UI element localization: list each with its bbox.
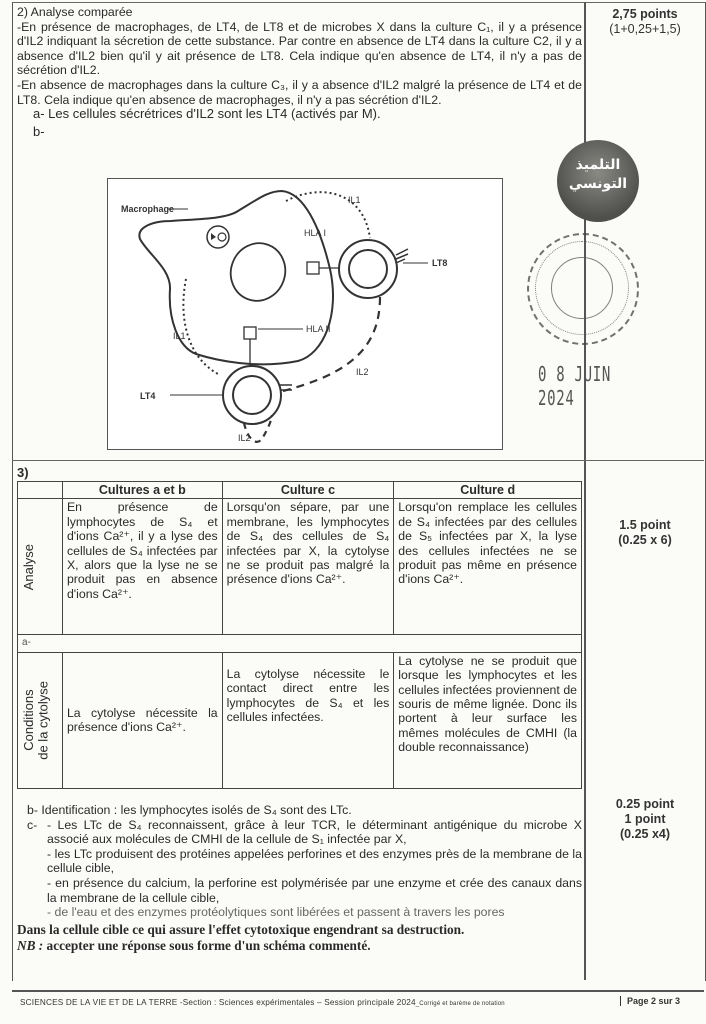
section-3-bc-points (586, 797, 704, 842)
cell-analyse-ab: En présence de lymphocytes de S₄ et d'ions Ca²⁺, il y a lyse des cellules de S₄ infectées par X, alors que la lyse ne se produit pas en absence d'ions Ca²⁺. (62, 499, 222, 635)
logo-text-line1: التلميذ (575, 157, 621, 173)
table-header-row (18, 482, 582, 499)
label-macrophage: Macrophage (121, 204, 175, 214)
section-2-paragraph-2: -En absence de macrophages dans la culture C₃, il y a absence d'IL2 malgré la présence de LT4 et de LT8. Cela indique qu'en absence de macrophages, il n'y a pas sécrétion d'IL2. (17, 77, 582, 107)
section-3-points (586, 518, 704, 548)
footer-text: SCIENCES DE LA VIE ET DE LA TERRE -Section : Sciences expérimentales – Session principale 2024_Corrigé et barème de notation (20, 998, 505, 1007)
closing-sentence: Dans la cellule cible ce qui assure l'effet cytotoxique engendrant sa destruction. (17, 921, 465, 937)
points-c: 1 point (624, 812, 666, 826)
nb-label: NB : (17, 937, 44, 953)
header-culture-d: Culture d (394, 482, 582, 499)
label-hla2: HLA II (306, 324, 331, 334)
section-2-item-b: b- (33, 123, 45, 139)
cell-conditions-d: La cytolyse ne se produit que lorsque les lymphocytes et les cellules infectées proviennent de souris de même lignée. Donc ils portent à leur surface les mêmes molécules de CMHI (la double reconnaissance) (394, 652, 582, 788)
row-label-a: a- (18, 635, 582, 652)
header-culture-c: Culture c (222, 482, 394, 499)
item-c-line-4: - de l'eau et des enzymes protéolytiques sont libérées et passent à travers les pores (47, 905, 505, 920)
item-c-line-2: - les LTc produisent des protéines appelées perforines et des enzymes près de la membrane de la cellule cible, (47, 846, 582, 876)
cell-analyse-c: Lorsqu'on sépare, par une membrane, les lymphocytes de S₄ des cellules de S₄ infectées par X, la cytolyse ne se produit pas malgré la présence d'ions Ca²⁺. (222, 499, 394, 635)
points-detail: (1+0,25+1,5) (609, 22, 681, 36)
cell-conditions-c: La cytolyse nécessite le contact direct entre les lymphocytes de S₄ et les cellules infectées. (222, 652, 394, 788)
points-detail: (0.25 x 6) (618, 533, 672, 547)
points-value: 1.5 point (619, 518, 671, 532)
label-il1-top: IL1 (348, 195, 361, 205)
label-il1-left: IL1 (173, 331, 186, 341)
section-2 (17, 5, 582, 139)
header-cultures-ab: Cultures a et b (62, 482, 222, 499)
section-3-table (17, 481, 582, 789)
section-3-heading: 3) (17, 465, 29, 480)
item-c (27, 818, 582, 920)
cell-analyse-d: Lorsqu'on remplace les cellules de S₄ infectées par des cellules de S₅ infectées par X, la lyse des cellules infectées ne se produit pas même en présence d'ions Ca²⁺. (394, 499, 582, 635)
lt4-cell-inner (233, 376, 271, 414)
item-c-line-1: - Les LTc de S₄ reconnaissent, grâce à leur TCR, le déterminant antigénique du microbe X associé aux molécules de CMHI de la cellule de S₁ infectée par X, (47, 817, 582, 847)
item-c-prefix: c- (27, 817, 38, 832)
date-stamp: 0 8 JUIN 2024 (538, 362, 612, 410)
section-divider (12, 460, 704, 461)
label-lt4: LT4 (140, 391, 156, 401)
immune-cooperation-diagram (107, 178, 503, 450)
hla1-complex (307, 262, 319, 274)
row-label-conditions: Conditions de la cytolyse (21, 680, 51, 760)
table-row-analyse (18, 499, 582, 635)
lt8-cell-inner (349, 250, 387, 288)
points-b: 0.25 point (615, 797, 675, 811)
label-il2-bottom: IL2 (238, 433, 251, 443)
footer-divider (12, 990, 704, 992)
section-2-points (586, 7, 704, 37)
nb-text: accepter une réponse sous forme d'un schéma commenté. (43, 937, 371, 953)
table-row-conditions (18, 652, 582, 788)
label-hla1: HLA I (304, 228, 327, 238)
lt8-receptor (396, 249, 408, 263)
tounsi-logo-badge (557, 140, 639, 222)
section-2-heading: 2) Analyse comparée (17, 5, 133, 19)
item-b-identification: b- Identification : les lymphocytes isolés de S₄ sont des LTc. (27, 803, 352, 817)
section-2-paragraph-1: -En présence de macrophages, de LT4, de LT8 et de microbes X dans la culture C₁, il y a présence d'IL2 indiquant la sécretion de cette substance. Par contre en absence de LT4 dans la culture C2, il y a absence d'IL2 bien qu'il y ait présence de LT8. Cela indique qu'en absence de LT4, il n'y a pas de sécrétion d'IL2. (17, 19, 582, 78)
table-row-a (18, 635, 582, 652)
page-number: Page 2 sur 3 (620, 996, 680, 1006)
label-lt8: LT8 (432, 258, 448, 268)
label-il2-right: IL2 (356, 367, 369, 377)
row-label-analyse: Analyse (21, 543, 36, 591)
item-c-line-3: - en présence du calcium, la perforine est polymérisée par une enzyme et crée des canaux dans la membrane de la cellule cible, (47, 875, 582, 905)
section-3-bc (17, 803, 582, 954)
nb-note (17, 938, 582, 954)
points-c-detail: (0.25 x4) (619, 827, 671, 841)
diagram-svg (108, 179, 502, 449)
header-empty (18, 482, 63, 499)
points-value: 2,75 points (612, 7, 678, 21)
logo-text-line2: التونسي (568, 176, 628, 192)
cell-conditions-ab: La cytolyse nécessite la présence d'ions Ca²⁺. (62, 652, 222, 788)
official-seal (527, 233, 639, 345)
section-2-item-a: a- Les cellules sécrétrices d'IL2 sont les LT4 (activés par M). (33, 106, 381, 122)
hla2-complex (244, 327, 256, 339)
